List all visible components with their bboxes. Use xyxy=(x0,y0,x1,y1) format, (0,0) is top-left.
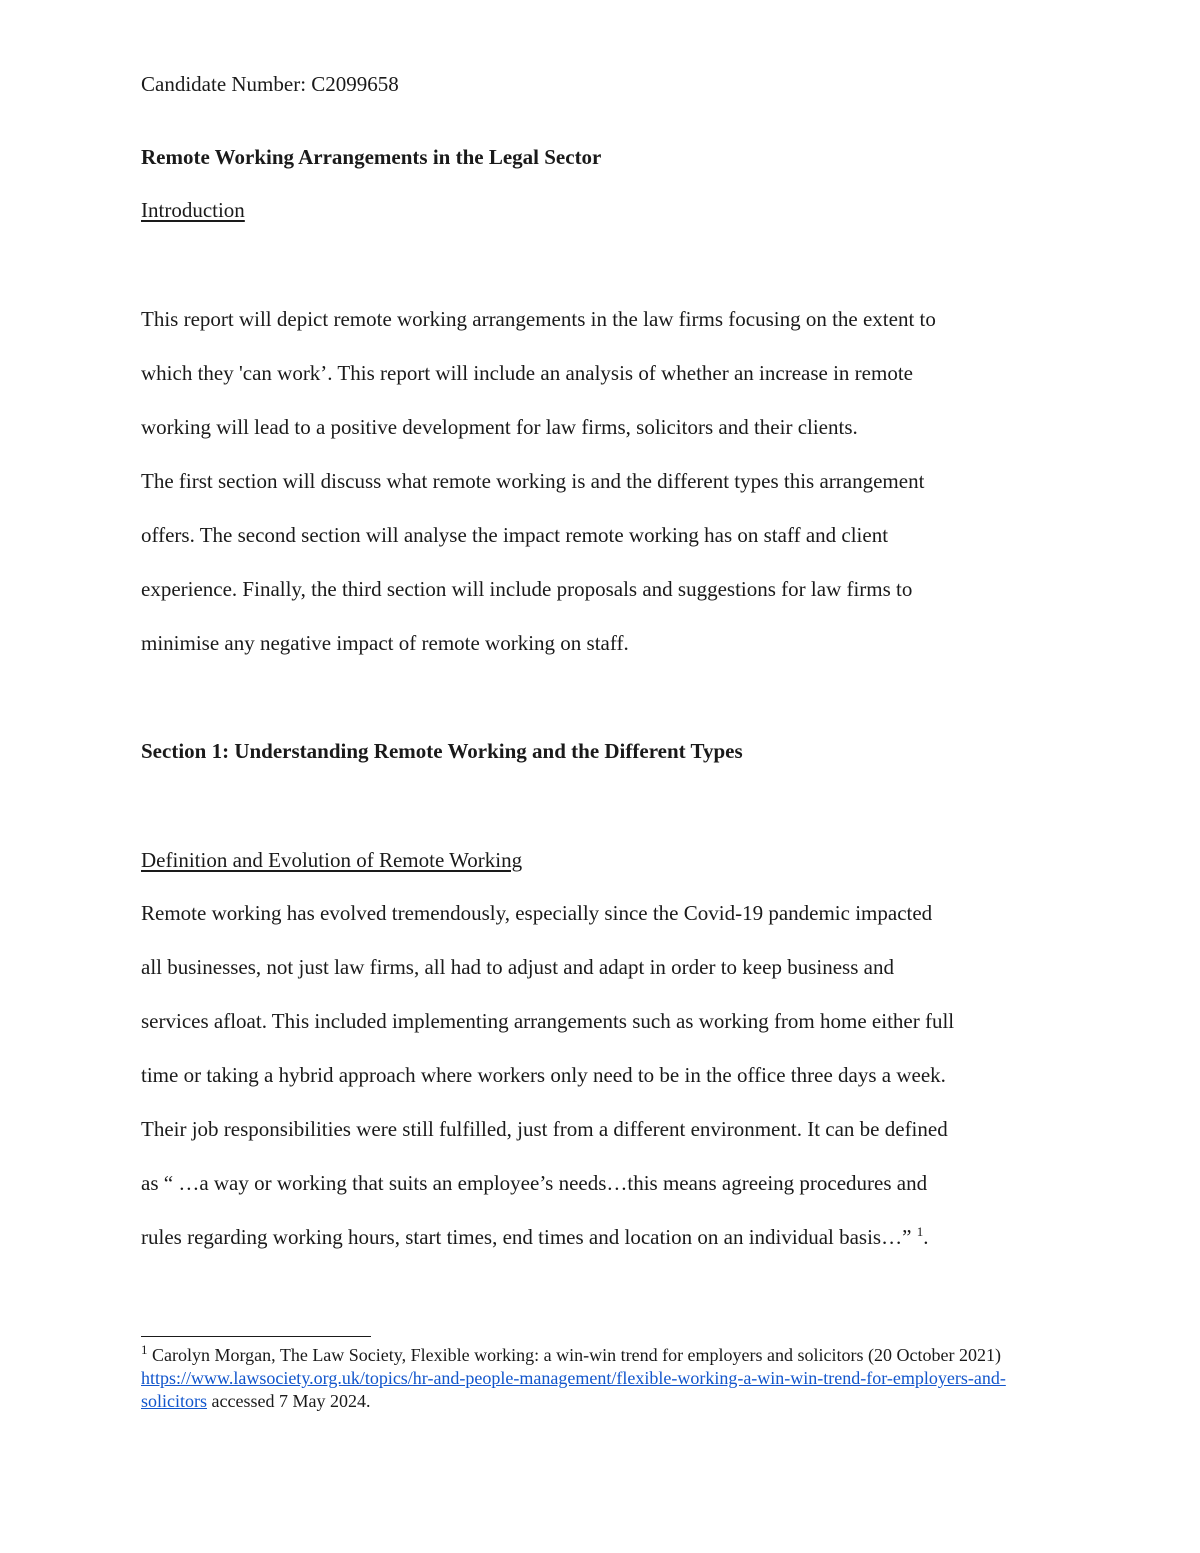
document-title: Remote Working Arrangements in the Legal Sector xyxy=(141,145,602,169)
definition-line: as “ …a way or working that suits an employee’s needs…this means agreeing procedures and xyxy=(141,1171,928,1195)
intro-paragraph xyxy=(141,292,1071,670)
intro-line: which they 'can work’. This report will include an analysis of whether an increase in remote xyxy=(141,361,913,385)
intro-heading: Introduction xyxy=(141,198,245,222)
footnote xyxy=(141,1344,1061,1413)
section1-heading: Section 1: Understanding Remote Working and the Different Types xyxy=(141,739,743,763)
intro-line: This report will depict remote working arrangements in the law firms focusing on the extent to xyxy=(141,307,936,331)
definition-last-text: rules regarding working hours, start times, end times and location on an individual basis…” xyxy=(141,1225,912,1249)
footnote-reference[interactable]: 1 xyxy=(916,1224,924,1239)
candidate-number: Candidate Number: C2099658 xyxy=(141,72,399,96)
intro-line: experience. Finally, the third section will include proposals and suggestions for law firms to xyxy=(141,577,913,601)
intro-line: minimise any negative impact of remote working on staff. xyxy=(141,631,629,655)
intro-line: The first section will discuss what remote working is and the different types this arrangement xyxy=(141,469,925,493)
footnote-separator xyxy=(141,1336,371,1337)
footnote-accessed: accessed 7 May 2024. xyxy=(207,1391,371,1411)
definition-subheading: Definition and Evolution of Remote Working xyxy=(141,848,523,872)
definition-line: time or taking a hybrid approach where workers only need to be in the office three days a week. xyxy=(141,1063,946,1087)
definition-paragraph xyxy=(141,886,1071,1264)
intro-line: offers. The second section will analyse the impact remote working has on staff and client xyxy=(141,523,889,547)
footnote-text: Carolyn Morgan, The Law Society, Flexible working: a win-win trend for employers and solicitors (20 October 2021) xyxy=(152,1345,1001,1365)
definition-line-last: rules regarding working hours, start times, end times and location on an individual basis…” $^1$. xyxy=(141,1224,929,1249)
footnote-number: 1 xyxy=(141,1342,148,1357)
definition-line: services afloat. This included implementing arrangements such as working from home either full xyxy=(141,1009,955,1033)
definition-line: Their job responsibilities were still fulfilled, just from a different environment. It can be defined xyxy=(141,1117,948,1141)
definition-line: all businesses, not just law firms, all had to adjust and adapt in order to keep business and xyxy=(141,955,894,979)
definition-line: Remote working has evolved tremendously, especially since the Covid-19 pandemic impacted xyxy=(141,901,933,925)
footnote-link[interactable]: https://www.lawsociety.org.uk/topics/hr-and-people-management/flexible-working-a-win-win-trend-for-employers-and-solicitors xyxy=(141,1368,1006,1411)
intro-line: working will lead to a positive development for law firms, solicitors and their clients. xyxy=(141,415,858,439)
